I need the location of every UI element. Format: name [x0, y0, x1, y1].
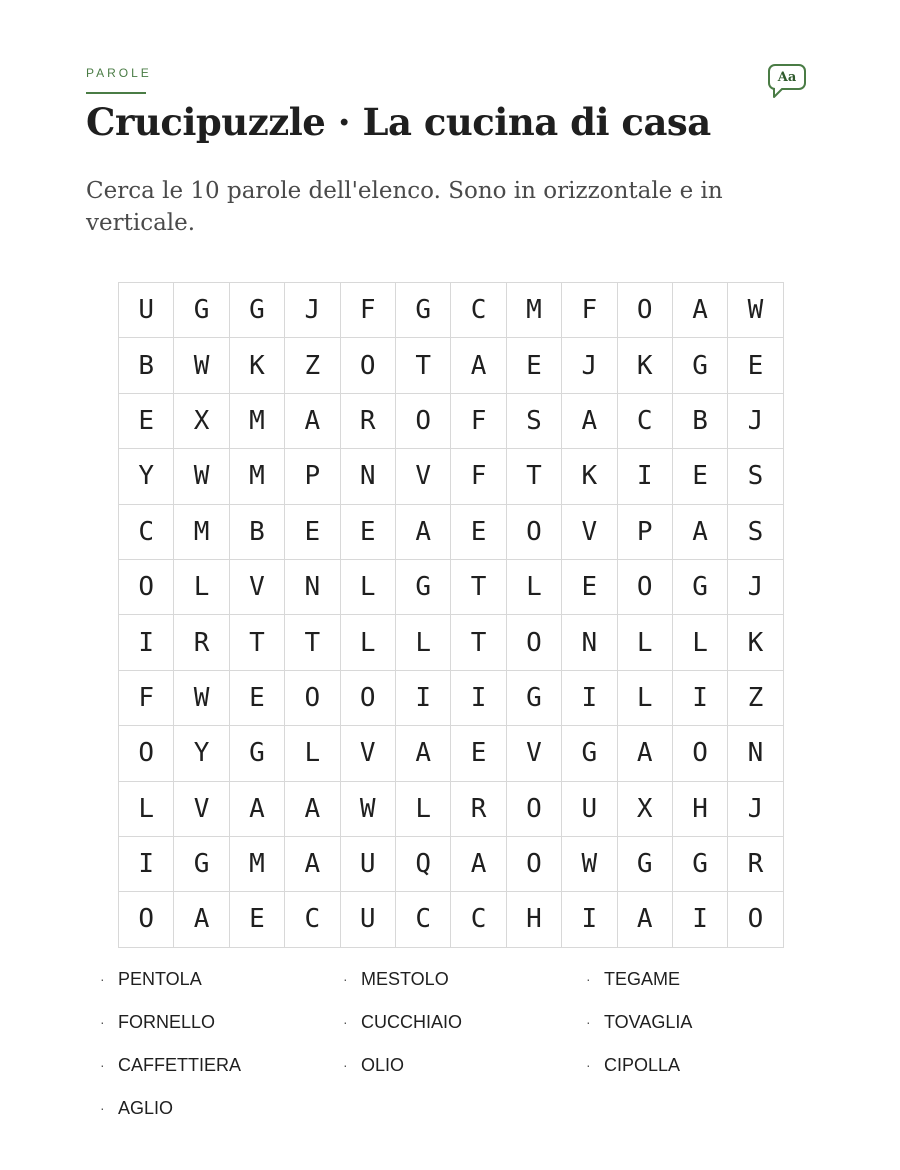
grid-cell[interactable]: A — [451, 837, 506, 892]
grid-cell[interactable]: T — [451, 615, 506, 670]
grid-cell[interactable]: S — [507, 394, 562, 449]
speech-bubble-tail-icon — [773, 88, 785, 98]
grid-cell[interactable]: L — [285, 726, 340, 781]
font-size-label: Aa — [777, 69, 797, 85]
grid-cell[interactable]: W — [341, 782, 396, 837]
grid-cell[interactable]: W — [174, 338, 229, 393]
grid-cell[interactable]: G — [673, 560, 728, 615]
word-list-item — [100, 1052, 343, 1078]
grid-cell[interactable]: O — [618, 560, 673, 615]
grid-cell[interactable]: I — [396, 671, 451, 726]
grid-cell[interactable]: W — [174, 449, 229, 504]
grid-cell[interactable]: I — [618, 449, 673, 504]
bullet-icon: · — [100, 1100, 105, 1116]
grid-cell[interactable]: A — [562, 394, 617, 449]
grid-cell[interactable]: O — [618, 283, 673, 338]
grid-cell[interactable]: K — [618, 338, 673, 393]
grid-cell[interactable]: A — [673, 283, 728, 338]
grid-cell[interactable]: C — [119, 505, 174, 560]
word-list-item — [100, 1095, 343, 1121]
word-label: FORNELLO — [118, 1011, 216, 1032]
font-size-button[interactable] — [768, 64, 806, 90]
grid-cell[interactable]: V — [230, 560, 285, 615]
grid-cell[interactable]: I — [562, 671, 617, 726]
grid-cell[interactable]: T — [230, 615, 285, 670]
grid-cell[interactable]: C — [285, 892, 340, 947]
grid-cell[interactable]: L — [618, 615, 673, 670]
grid-cell[interactable]: F — [119, 671, 174, 726]
grid-cell[interactable]: F — [341, 283, 396, 338]
grid-cell[interactable]: O — [119, 892, 174, 947]
grid-cell[interactable]: G — [174, 283, 229, 338]
grid-cell[interactable]: R — [174, 615, 229, 670]
bullet-icon: · — [100, 971, 105, 987]
grid-cell[interactable]: V — [174, 782, 229, 837]
grid-cell[interactable]: O — [119, 560, 174, 615]
grid-cell[interactable]: N — [341, 449, 396, 504]
grid-cell[interactable]: U — [562, 782, 617, 837]
grid-cell[interactable]: K — [230, 338, 285, 393]
grid-cell[interactable]: B — [119, 338, 174, 393]
word-label: AGLIO — [118, 1097, 174, 1118]
grid-cell[interactable]: A — [285, 837, 340, 892]
grid-cell[interactable]: O — [507, 615, 562, 670]
grid-cell[interactable]: V — [396, 449, 451, 504]
grid-cell[interactable]: A — [285, 782, 340, 837]
grid-cell[interactable]: E — [562, 560, 617, 615]
grid-cell[interactable]: O — [119, 726, 174, 781]
word-list-item — [343, 1009, 586, 1035]
grid-cell[interactable]: Y — [119, 449, 174, 504]
grid-cell[interactable]: F — [562, 283, 617, 338]
grid-cell[interactable]: L — [341, 615, 396, 670]
grid-cell[interactable]: U — [341, 837, 396, 892]
grid-cell[interactable]: G — [174, 837, 229, 892]
grid-cell[interactable]: E — [285, 505, 340, 560]
word-list — [100, 966, 840, 1138]
grid-cell[interactable]: A — [230, 782, 285, 837]
grid-cell[interactable]: L — [618, 671, 673, 726]
grid-cell[interactable]: B — [673, 394, 728, 449]
grid-cell[interactable]: E — [451, 505, 506, 560]
word-list-item — [343, 966, 586, 992]
grid-cell[interactable]: E — [728, 338, 783, 393]
grid-cell[interactable]: U — [119, 283, 174, 338]
grid-cell[interactable]: P — [618, 505, 673, 560]
grid-cell[interactable]: F — [451, 449, 506, 504]
bullet-icon: · — [100, 1057, 105, 1073]
word-list-item — [100, 966, 343, 992]
bullet-icon: · — [586, 1057, 591, 1073]
grid-cell[interactable]: L — [396, 782, 451, 837]
grid-cell[interactable]: R — [341, 394, 396, 449]
grid-cell[interactable]: L — [174, 560, 229, 615]
grid-cell[interactable]: N — [728, 726, 783, 781]
grid-cell[interactable]: G — [562, 726, 617, 781]
grid-cell[interactable]: L — [396, 615, 451, 670]
grid-cell[interactable]: M — [507, 283, 562, 338]
word-label: CAFFETTIERA — [118, 1054, 242, 1075]
bullet-icon: · — [100, 1014, 105, 1030]
grid-cell[interactable]: J — [728, 782, 783, 837]
grid-cell[interactable]: E — [119, 394, 174, 449]
letter-grid — [118, 282, 784, 948]
grid-cell[interactable]: A — [174, 892, 229, 947]
grid-cell[interactable]: I — [451, 671, 506, 726]
grid-cell[interactable]: O — [341, 338, 396, 393]
grid-cell[interactable]: N — [562, 615, 617, 670]
grid-cell[interactable]: T — [451, 560, 506, 615]
bullet-icon: · — [343, 1014, 348, 1030]
grid-cell[interactable]: E — [230, 671, 285, 726]
grid-cell[interactable]: J — [728, 394, 783, 449]
grid-cell[interactable]: O — [396, 394, 451, 449]
grid-cell[interactable]: M — [230, 837, 285, 892]
grid-cell[interactable]: O — [507, 782, 562, 837]
page-title: Crucipuzzle · La cucina di casa — [86, 100, 711, 144]
grid-cell[interactable]: S — [728, 449, 783, 504]
grid-cell[interactable]: E — [230, 892, 285, 947]
grid-cell[interactable]: G — [396, 283, 451, 338]
grid-cell[interactable]: B — [230, 505, 285, 560]
grid-cell[interactable]: U — [341, 892, 396, 947]
grid-cell[interactable]: G — [230, 283, 285, 338]
grid-cell[interactable]: V — [341, 726, 396, 781]
grid-cell[interactable]: Z — [285, 338, 340, 393]
grid-cell[interactable]: E — [673, 449, 728, 504]
grid-cell[interactable]: C — [396, 892, 451, 947]
word-label: CUCCHIAIO — [361, 1011, 463, 1032]
grid-cell[interactable]: W — [174, 671, 229, 726]
grid-cell[interactable]: L — [673, 615, 728, 670]
grid-cell[interactable]: R — [728, 837, 783, 892]
bullet-icon: · — [586, 1014, 591, 1030]
grid-cell[interactable]: I — [562, 892, 617, 947]
grid-cell[interactable]: E — [341, 505, 396, 560]
grid-cell[interactable]: S — [728, 505, 783, 560]
grid-cell[interactable]: O — [507, 505, 562, 560]
grid-cell[interactable]: T — [507, 449, 562, 504]
grid-cell[interactable]: O — [507, 837, 562, 892]
grid-cell[interactable]: W — [562, 837, 617, 892]
grid-cell[interactable]: K — [728, 615, 783, 670]
grid-cell[interactable]: H — [673, 782, 728, 837]
grid-cell[interactable]: J — [728, 560, 783, 615]
grid-cell[interactable]: I — [673, 671, 728, 726]
grid-cell[interactable]: G — [396, 560, 451, 615]
grid-cell[interactable]: H — [507, 892, 562, 947]
word-label: TEGAME — [604, 968, 681, 989]
grid-cell[interactable]: O — [728, 892, 783, 947]
grid-cell[interactable]: J — [285, 283, 340, 338]
grid-cell[interactable]: Y — [174, 726, 229, 781]
grid-cell[interactable]: K — [562, 449, 617, 504]
word-label: PENTOLA — [118, 968, 202, 989]
grid-cell[interactable]: X — [618, 782, 673, 837]
grid-cell[interactable]: T — [285, 615, 340, 670]
grid-cell[interactable]: G — [673, 338, 728, 393]
grid-cell[interactable]: E — [451, 726, 506, 781]
grid-cell[interactable]: C — [618, 394, 673, 449]
bullet-icon: · — [586, 971, 591, 987]
grid-cell[interactable]: W — [728, 283, 783, 338]
grid-cell[interactable]: A — [396, 505, 451, 560]
word-label: TOVAGLIA — [604, 1011, 693, 1032]
grid-cell[interactable]: Q — [396, 837, 451, 892]
grid-cell[interactable]: Z — [728, 671, 783, 726]
eyebrow-underline — [86, 92, 146, 94]
word-list-item — [586, 966, 829, 992]
grid-cell[interactable]: E — [507, 338, 562, 393]
grid-cell[interactable]: G — [673, 837, 728, 892]
grid-cell[interactable]: A — [618, 892, 673, 947]
grid-cell[interactable]: L — [119, 782, 174, 837]
grid-cell[interactable]: A — [618, 726, 673, 781]
bullet-icon: · — [343, 1057, 348, 1073]
grid-cell[interactable]: C — [451, 283, 506, 338]
grid-cell[interactable]: T — [396, 338, 451, 393]
grid-cell[interactable]: A — [451, 338, 506, 393]
grid-cell[interactable]: O — [673, 726, 728, 781]
word-label: OLIO — [361, 1054, 405, 1075]
grid-cell[interactable]: F — [451, 394, 506, 449]
grid-cell[interactable]: V — [507, 726, 562, 781]
grid-cell[interactable]: A — [673, 505, 728, 560]
grid-cell[interactable]: V — [562, 505, 617, 560]
word-list-item — [586, 1052, 829, 1078]
section-eyebrow: PAROLE — [86, 66, 152, 80]
grid-cell[interactable]: P — [285, 449, 340, 504]
grid-cell[interactable]: J — [562, 338, 617, 393]
grid-cell[interactable]: G — [507, 671, 562, 726]
word-label: MESTOLO — [361, 968, 449, 989]
grid-cell[interactable]: L — [507, 560, 562, 615]
grid-cell[interactable]: G — [230, 726, 285, 781]
grid-cell[interactable]: M — [230, 449, 285, 504]
grid-cell[interactable]: A — [285, 394, 340, 449]
word-list-item — [586, 1009, 829, 1035]
instructions: Cerca le 10 parole dell'elenco. Sono in orizzontale e in verticale. — [86, 178, 723, 236]
word-list-item — [343, 1052, 586, 1078]
grid-cell[interactable]: O — [285, 671, 340, 726]
word-list-item — [100, 1009, 343, 1035]
grid-cell[interactable]: C — [451, 892, 506, 947]
grid-cell[interactable]: R — [451, 782, 506, 837]
grid-cell[interactable]: X — [174, 394, 229, 449]
grid-cell[interactable]: I — [119, 837, 174, 892]
grid-cell[interactable]: N — [285, 560, 340, 615]
grid-cell[interactable]: G — [618, 837, 673, 892]
grid-cell[interactable]: A — [396, 726, 451, 781]
grid-cell[interactable]: O — [341, 671, 396, 726]
grid-cell[interactable]: M — [174, 505, 229, 560]
grid-cell[interactable]: I — [673, 892, 728, 947]
bullet-icon: · — [343, 971, 348, 987]
grid-cell[interactable]: L — [341, 560, 396, 615]
grid-cell[interactable]: M — [230, 394, 285, 449]
word-label: CIPOLLA — [604, 1054, 681, 1075]
grid-cell[interactable]: I — [119, 615, 174, 670]
